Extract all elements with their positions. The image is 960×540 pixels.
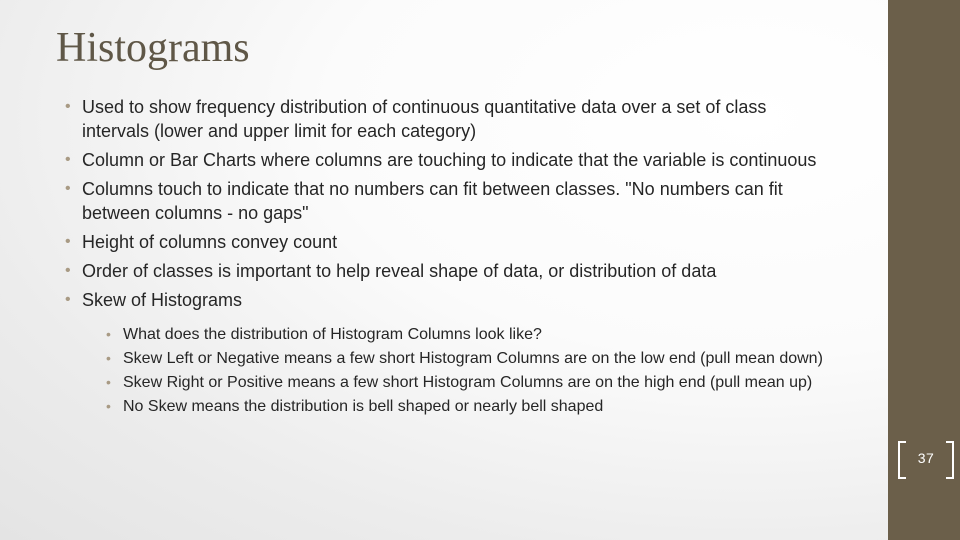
bullet-icon: •: [65, 98, 71, 115]
sub-bullet-item: [106, 347, 826, 370]
bullet-item: [65, 177, 825, 225]
left-bracket-icon: [898, 441, 906, 479]
bullet-text: Order of classes is important to help reveal shape of data, or distribution of data: [82, 261, 717, 281]
bullet-icon: •: [65, 291, 71, 308]
bullet-list: [65, 95, 825, 423]
bullet-text: Column or Bar Charts where columns are touching to indicate that the variable is continuous: [82, 150, 817, 170]
sub-bullet-text: What does the distribution of Histogram Columns look like?: [123, 326, 542, 343]
bullet-item: [65, 288, 825, 418]
bullet-text: Used to show frequency distribution of continuous quantitative data over a set of class intervals (lower and upper limit for each category): [82, 97, 767, 141]
bullet-icon: •: [65, 151, 71, 168]
slide-title: Histograms: [56, 25, 250, 71]
bullet-item: [65, 148, 825, 172]
sub-bullet-icon: •: [106, 374, 111, 390]
bullet-item: [65, 259, 825, 283]
sub-bullet-text: No Skew means the distribution is bell shaped or nearly bell shaped: [123, 398, 604, 415]
bullet-icon: •: [65, 180, 71, 197]
right-bracket-icon: [946, 441, 954, 479]
bullet-text: Height of columns convey count: [82, 232, 338, 252]
bullet-item: [65, 95, 825, 143]
page-number: 37: [917, 450, 935, 466]
sub-bullet-text: Skew Right or Positive means a few short Histogram Columns are on the high end (pull mean up): [123, 374, 813, 391]
bullet-text: Skew of Histograms: [82, 290, 243, 310]
bullet-icon: •: [65, 233, 71, 250]
sub-bullet-list: [106, 323, 826, 418]
page-number-badge: [898, 441, 954, 477]
bullet-text: Columns touch to indicate that no numbers can fit between classes. "No numbers can fit between columns - no gaps": [82, 179, 783, 223]
sub-bullet-item: [106, 323, 826, 346]
bullet-icon: •: [65, 262, 71, 279]
sub-bullet-item: [106, 395, 826, 418]
sub-bullet-text: Skew Left or Negative means a few short Histogram Columns are on the low end (pull mean down): [123, 350, 823, 367]
sub-bullet-icon: •: [106, 326, 111, 342]
sub-bullet-item: [106, 371, 826, 394]
sub-bullet-icon: •: [106, 350, 111, 366]
sub-bullet-icon: •: [106, 398, 111, 414]
bullet-item: [65, 230, 825, 254]
